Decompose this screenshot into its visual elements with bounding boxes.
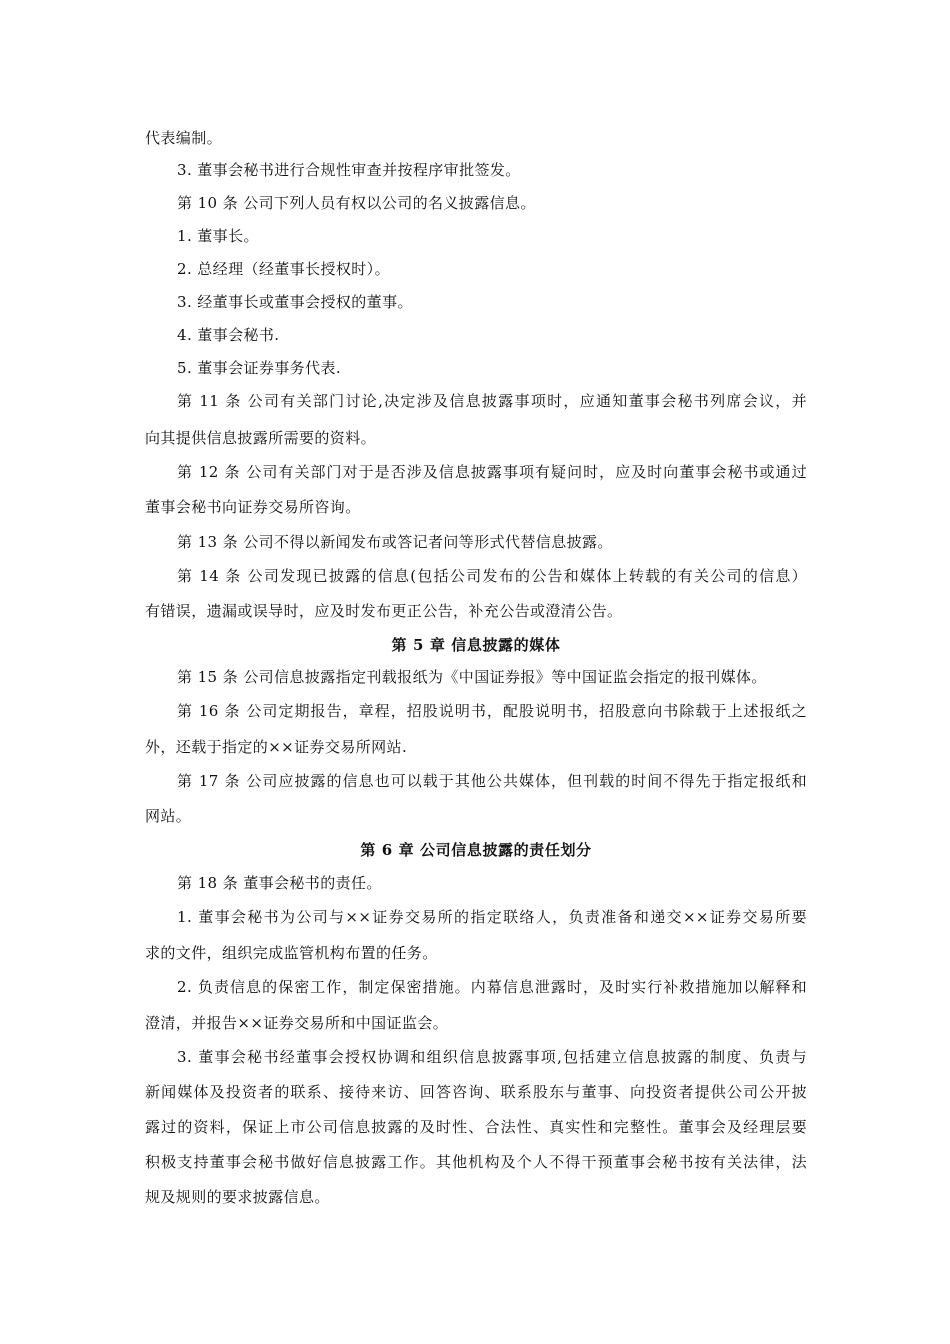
chapter-heading: 第 6 章 公司信息披露的责任划分 <box>360 841 592 859</box>
article-line: 第 12 条 公司有关部门对于是否涉及信息披露事项有疑问时，应及时向董事会秘书或通过 <box>177 463 807 481</box>
list-item: 3. 董事会秘书经董事会授权协调和组织信息披露事项,包括建立信息披露的制度、负责与 <box>177 1048 807 1066</box>
chapter-heading: 第 5 章 信息披露的媒体 <box>391 636 561 654</box>
list-item: 1. 董事会秘书为公司与××证券交易所的指定联络人，负责准备和递交××证券交易所要 <box>177 908 807 926</box>
text-line: 露过的资料，保证上市公司信息披露的及时性、合法性、真实性和完整性。董事会及经理层要 <box>145 1118 807 1136</box>
list-item: 5. 董事会证券事务代表. <box>177 359 342 377</box>
text-line: 向其提供信息披露所需要的资料。 <box>145 429 377 447</box>
text-line: 澄清，并报告××证券交易所和中国证监会。 <box>145 1014 449 1032</box>
text-line: 代表编制。 <box>145 129 223 147</box>
text-line: 求的文件，组织完成监管机构布置的任务。 <box>145 944 438 962</box>
text-line: 网站。 <box>145 807 192 825</box>
list-item: 4. 董事会秘书. <box>177 326 280 344</box>
text-line: 董事会秘书向证券交易所咨询。 <box>145 498 361 516</box>
text-line: 新闻媒体及投资者的联系、接待来访、回答咨询、联系股东与董事、向投资者提供公司公开披 <box>145 1083 807 1101</box>
list-item: 2. 负责信息的保密工作，制定保密措施。内幕信息泄露时，及时实行补救措施加以解释和 <box>177 978 807 996</box>
text-line: 规及规则的要求披露信息。 <box>145 1188 330 1206</box>
article-line: 第 13 条 公司不得以新闻发布或答记者问等形式代替信息披露。 <box>177 533 613 551</box>
list-item: 3. 经董事长或董事会授权的董事。 <box>177 293 413 311</box>
list-item: 1. 董事长。 <box>177 227 259 245</box>
text-line: 积极支持董事会秘书做好信息披露工作。其他机构及个人不得干预董事会秘书按有关法律，法 <box>145 1153 807 1171</box>
text-line: 外，还载于指定的××证券交易所网站. <box>145 738 408 756</box>
article-line: 第 11 条 公司有关部门讨论,决定涉及信息披露事项时，应通知董事会秘书列席会议，并 <box>177 392 807 410</box>
article-line: 第 10 条 公司下列人员有权以公司的名义披露信息。 <box>177 194 536 212</box>
text-line: 有错误，遗漏或误导时，应及时发布更正公告，补充公告或澄清公告。 <box>145 602 623 620</box>
text-line: 3. 董事会秘书进行合规性审查并按程序审批签发。 <box>177 161 521 179</box>
list-item: 2. 总经理（经董事长授权时）。 <box>177 260 390 278</box>
article-line: 第 17 条 公司应披露的信息也可以载于其他公共媒体，但刊载的时间不得先于指定报纸和 <box>177 772 807 790</box>
article-line: 第 18 条 董事会秘书的责任。 <box>177 874 382 892</box>
article-line: 第 14 条 公司发现已披露的信息(包括公司发布的公告和媒体上转载的有关公司的信息） <box>177 567 807 585</box>
article-line: 第 15 条 公司信息披露指定刊载报纸为《中国证券报》等中国证监会指定的报刊媒体。 <box>177 668 767 686</box>
article-line: 第 16 条 公司定期报告，章程，招股说明书，配股说明书，招股意向书除载于上述报纸之 <box>177 702 807 720</box>
